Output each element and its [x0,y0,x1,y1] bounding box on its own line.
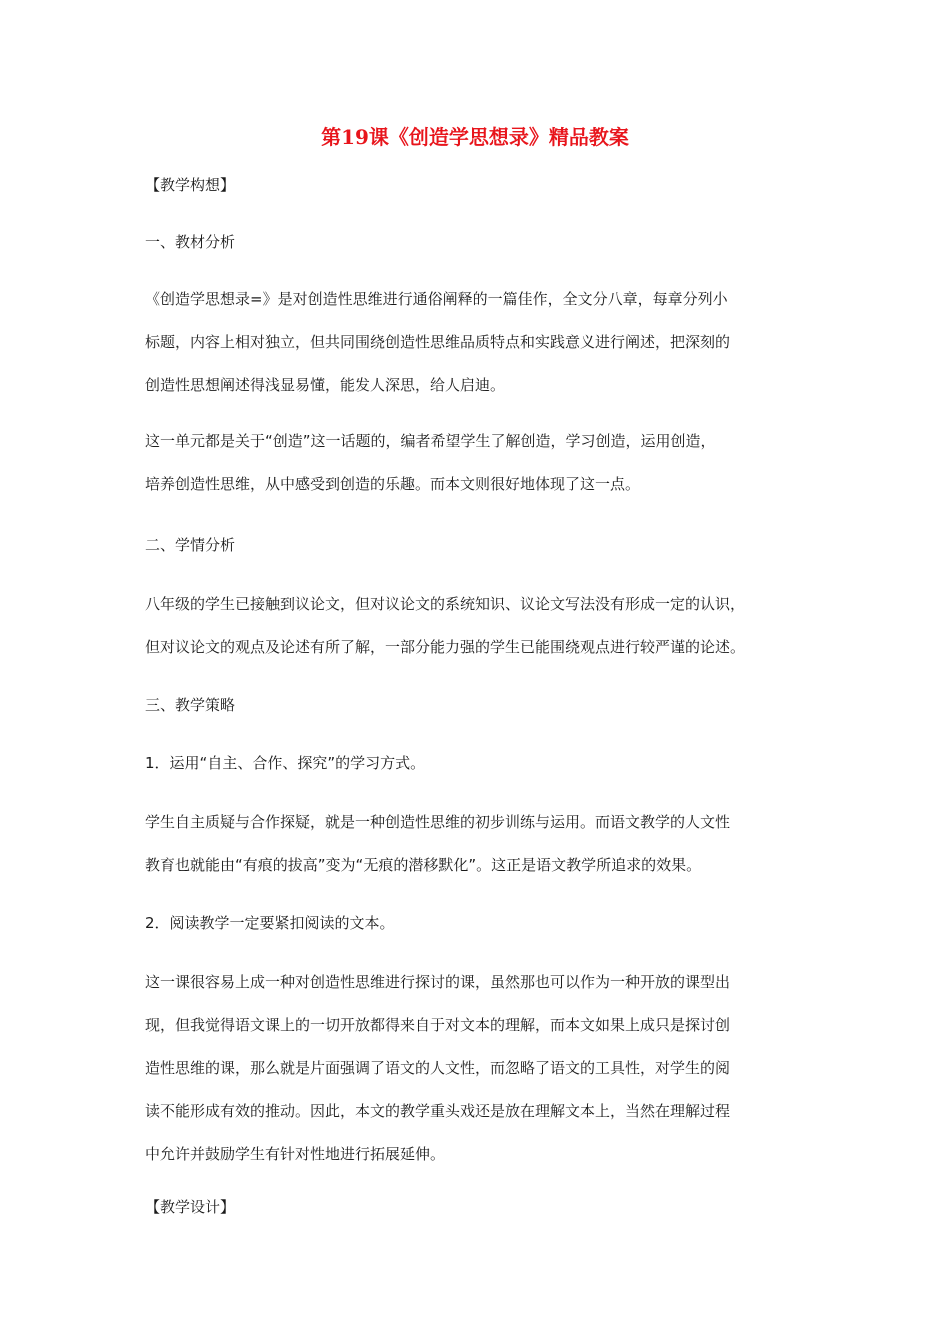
paragraph-strategy-1 [145,807,810,880]
text-line: 学生自主质疑与合作探疑，就是一种创造性思维的初步训练与运用。而语文教学的人文性 [145,813,731,831]
paragraph-strategy-2 [145,967,810,1169]
text-line: 创造性思想阐述得浅显易懂，能发人深思，给人启迪。 [145,376,506,394]
text-line: 八年级的学生已接触到议论文，但对议论文的系统知识、议论文写法没有形成一定的认识， [145,595,746,613]
paragraph-textbook-analysis-2 [145,426,810,499]
text-line: 读不能形成有效的推动。因此，本文的教学重头戏还是放在理解文本上，当然在理解过程 [145,1102,731,1120]
text-line: 中允许并鼓励学生有针对性地进行拓展延伸。 [145,1145,446,1163]
text-line: 但对议论文的观点及论述有所了解，一部分能力强的学生已能围绕观点进行较严谨的论述。 [145,638,746,656]
text-line: 这一课很容易上成一种对创造性思维进行探讨的课，虽然那也可以作为一种开放的课型出 [145,973,731,991]
section-heading-conception: 【教学构想】 [145,176,236,194]
paragraph-student-analysis [145,589,810,662]
text-line: 培养创造性思维，从中感受到创造的乐趣。而本文则很好地体现了这一点。 [145,475,641,493]
heading-student-analysis: 二、学情分析 [145,536,236,554]
strategy-item-1: 1．运用“自主、合作、探究”的学习方式。 [145,754,426,772]
document-title: 第19课《创造学思想录》精品教案 [321,125,629,149]
heading-textbook-analysis: 一、教材分析 [145,233,236,251]
heading-teaching-strategy: 三、教学策略 [145,696,236,714]
text-line: 这一单元都是关于“创造”这一话题的，编者希望学生了解创造，学习创造，运用创造， [145,432,716,450]
section-heading-design: 【教学设计】 [145,1198,236,1216]
text-line: 教育也就能由“有痕的拔高”变为“无痕的潜移默化”。这正是语文教学所追求的效果。 [145,856,702,874]
text-line: 标题，内容上相对独立，但共同围绕创造性思维品质特点和实践意义进行阐述，把深刻的 [145,333,731,351]
strategy-item-2: 2．阅读教学一定要紧扣阅读的文本。 [145,914,395,932]
paragraph-textbook-analysis-1 [145,284,810,400]
text-line: 《创造学思想录=》是对创造性思维进行通俗阐释的一篇佳作，全文分八章，每章分列小 [145,290,728,308]
text-line: 现，但我觉得语文课上的一切开放都得来自于对文本的理解，而本文如果上成只是探讨创 [145,1016,731,1034]
text-line: 造性思维的课，那么就是片面强调了语文的人文性，而忽略了语文的工具性，对学生的阅 [145,1059,731,1077]
